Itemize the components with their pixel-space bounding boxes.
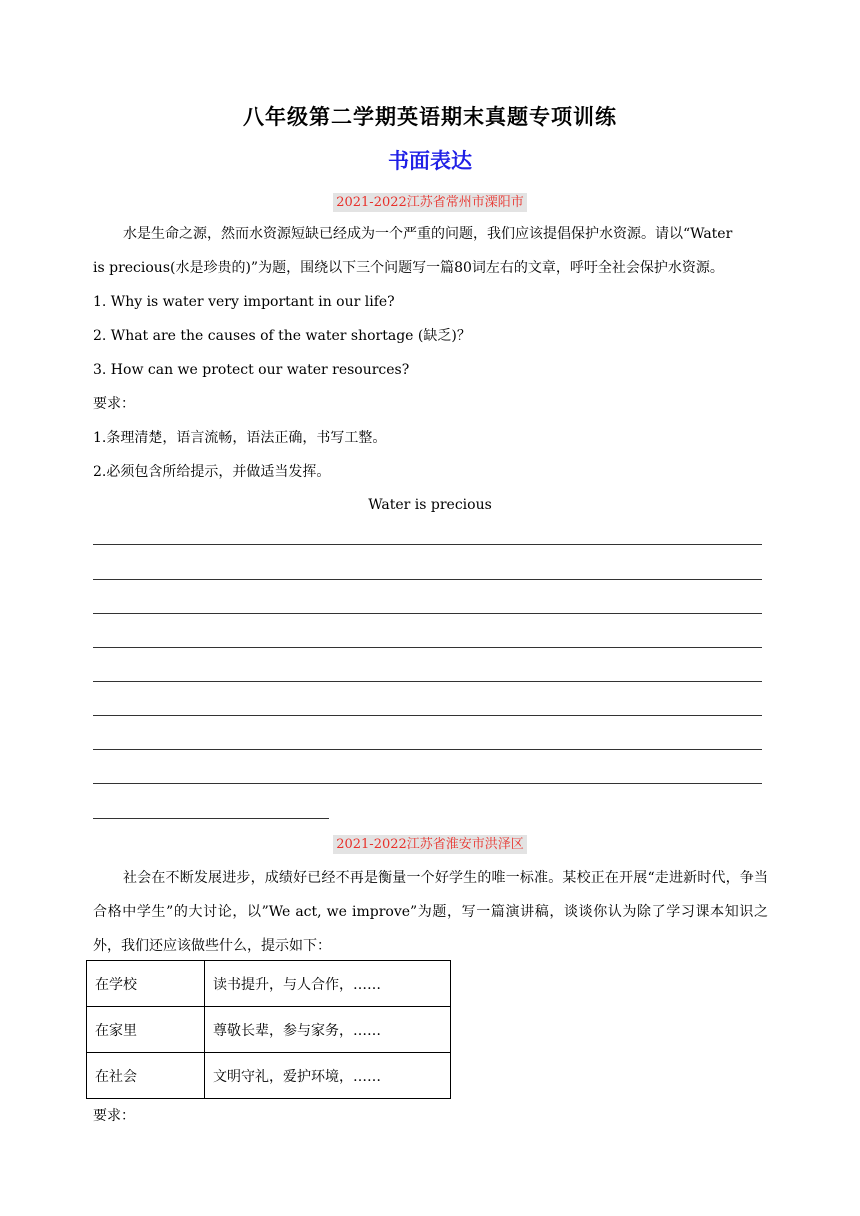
answer-line <box>93 579 762 580</box>
answer-line <box>93 681 762 682</box>
answer-line <box>93 647 762 648</box>
hint-place: 在学校 <box>87 961 205 1007</box>
answer-line <box>93 783 762 784</box>
q1-question-3: 3. How can we protect our water resources? <box>93 362 410 378</box>
q1-intro-line2: is precious(水是珍贵的)”为题，围绕以下三个问题写一篇80词左右的文章，呼吁全社会保护水资源。 <box>93 260 724 276</box>
hint-content: 读书提升，与人合作，…… <box>205 961 451 1007</box>
q1-intro-line1: 水是生命之源，然而水资源短缺已经成为一个严重的问题，我们应该提倡保护水资源。请以“Water <box>123 226 733 242</box>
q1-requirement-2: 2.必须包含所给提示，并做适当发挥。 <box>93 464 331 480</box>
hint-place: 在社会 <box>87 1053 205 1099</box>
answer-line-short <box>93 818 329 819</box>
q1-requirement-1: 1.条理清楚，语言流畅，语法正确，书写工整。 <box>93 430 387 446</box>
q1-requirements-label: 要求： <box>93 396 135 412</box>
table-row <box>87 961 451 1007</box>
q2-intro-paragraph: 社会在不断发展进步，成绩好已经不再是衡量一个好学生的唯一标准。某校正在开展“走进新时代，争当合格中学生”的大讨论，以”We act, we improve”为题，写一篇演讲稿，谈谈你认为除了学习课本知识之外，我们还应该做些什么，提示如下： <box>93 870 768 954</box>
answer-line <box>93 613 762 614</box>
hint-content: 文明守礼，爱护环境，…… <box>205 1053 451 1099</box>
hint-content: 尊敬长辈，参与家务，…… <box>205 1007 451 1053</box>
q2-hints-table <box>86 960 451 1099</box>
answer-line <box>93 749 762 750</box>
q2-source-label: 2021-2022江苏省淮安市洪泽区 <box>333 835 527 854</box>
hint-place: 在家里 <box>87 1007 205 1053</box>
page-title: 八年级第二学期英语期末真题专项训练 <box>243 105 617 129</box>
answer-line <box>93 715 762 716</box>
section-subtitle: 书面表达 <box>388 149 472 173</box>
table-row <box>87 1053 451 1099</box>
q2-source-wrap <box>0 833 860 854</box>
q1-source-label: 2021-2022江苏省常州市溧阳市 <box>333 193 527 212</box>
table-row <box>87 1007 451 1053</box>
q1-question-1: 1. Why is water very important in our life? <box>93 294 395 310</box>
q1-essay-title: Water is precious <box>368 497 492 513</box>
q2-requirements-label: 要求： <box>93 1108 135 1124</box>
answer-line <box>93 544 762 545</box>
q1-source-wrap <box>0 191 860 212</box>
q1-question-2: 2. What are the causes of the water shortage (缺乏)？ <box>93 328 471 344</box>
